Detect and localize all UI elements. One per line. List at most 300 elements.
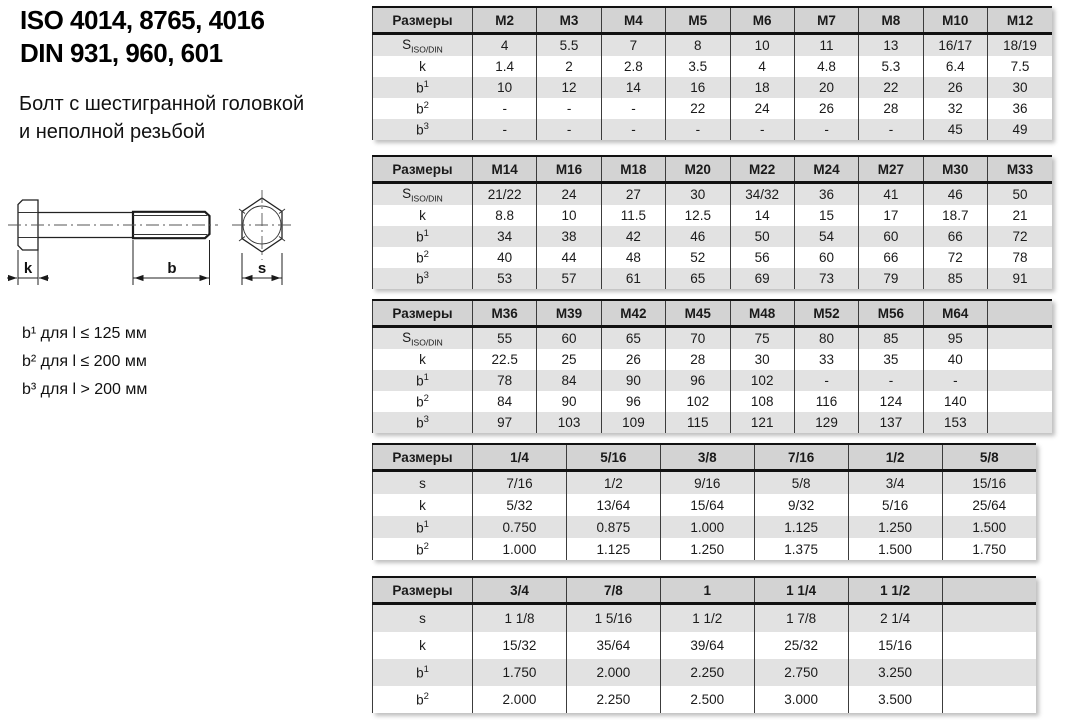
value-cell: 53 bbox=[473, 268, 537, 289]
value-cell: 45 bbox=[923, 119, 987, 140]
table-row bbox=[373, 412, 1053, 433]
table-m2-m12 bbox=[372, 6, 1052, 140]
value-cell: 96 bbox=[601, 391, 665, 412]
value-cell: 8 bbox=[666, 34, 730, 57]
column-header: 1 1/4 bbox=[754, 577, 848, 604]
value-cell: 42 bbox=[601, 226, 665, 247]
value-cell: 25 bbox=[537, 349, 601, 370]
value-cell: 2.8 bbox=[601, 56, 665, 77]
value-cell: 36 bbox=[794, 183, 858, 206]
value-cell: 12 bbox=[537, 77, 601, 98]
value-cell: 55 bbox=[473, 327, 537, 350]
value-cell: 91 bbox=[988, 268, 1053, 289]
value-cell: 36 bbox=[988, 98, 1053, 119]
value-cell: 85 bbox=[859, 327, 923, 350]
table-row bbox=[373, 247, 1053, 268]
column-header-empty bbox=[988, 300, 1053, 327]
value-cell: 48 bbox=[601, 247, 665, 268]
value-cell: - bbox=[923, 370, 987, 391]
value-cell: 5.3 bbox=[859, 56, 923, 77]
value-cell: 116 bbox=[794, 391, 858, 412]
value-cell: 30 bbox=[988, 77, 1053, 98]
row-label: k bbox=[419, 59, 426, 74]
column-header: 1 bbox=[660, 577, 754, 604]
value-cell: 46 bbox=[923, 183, 987, 206]
table-row bbox=[373, 471, 1037, 495]
column-header: 5/8 bbox=[942, 444, 1036, 471]
value-cell-empty bbox=[988, 412, 1053, 433]
page-subtitle bbox=[19, 90, 304, 146]
value-cell: 3.250 bbox=[848, 659, 942, 686]
table-row bbox=[373, 98, 1053, 119]
value-cell: 72 bbox=[988, 226, 1053, 247]
row-label: $b^2$ bbox=[416, 540, 429, 558]
table-row bbox=[373, 659, 1037, 686]
value-cell: 38 bbox=[537, 226, 601, 247]
column-header: M24 bbox=[794, 156, 858, 183]
value-cell: 1.500 bbox=[848, 538, 942, 560]
row-label: k bbox=[419, 638, 426, 653]
header-label: Размеры bbox=[373, 444, 473, 471]
subtitle-line-1: Болт с шестигранной головкой bbox=[19, 93, 305, 115]
page-title bbox=[20, 4, 264, 70]
column-header: M20 bbox=[666, 156, 730, 183]
table-row bbox=[373, 34, 1053, 57]
value-cell: 2.000 bbox=[473, 686, 567, 713]
dimensions-table-metric-m36-m64 bbox=[372, 299, 1052, 433]
column-header: M7 bbox=[794, 7, 858, 34]
row-label: $b^1$ bbox=[416, 518, 429, 536]
value-cell: 1.250 bbox=[848, 516, 942, 538]
value-cell-empty bbox=[988, 370, 1053, 391]
value-cell: - bbox=[473, 119, 537, 140]
column-header: M30 bbox=[923, 156, 987, 183]
value-cell: 65 bbox=[666, 268, 730, 289]
value-cell: 153 bbox=[923, 412, 987, 433]
value-cell: 60 bbox=[537, 327, 601, 350]
value-cell: 5/32 bbox=[473, 494, 567, 516]
value-cell: 5/8 bbox=[754, 471, 848, 495]
value-cell: 84 bbox=[473, 391, 537, 412]
dimensions-table-metric-m2-m12 bbox=[372, 6, 1052, 140]
table-row bbox=[373, 516, 1037, 538]
value-cell: 24 bbox=[730, 98, 794, 119]
value-cell: 90 bbox=[537, 391, 601, 412]
value-cell: 15 bbox=[794, 205, 858, 226]
k-dimension-label: k bbox=[23, 260, 33, 277]
header-row bbox=[373, 444, 1037, 471]
row-label: k bbox=[419, 497, 426, 513]
column-header: M39 bbox=[537, 300, 601, 327]
value-cell: 57 bbox=[537, 268, 601, 289]
value-cell: 1.000 bbox=[660, 516, 754, 538]
value-cell: 1 1/8 bbox=[473, 604, 567, 633]
table-row bbox=[373, 349, 1053, 370]
b-dimension-label: b bbox=[167, 260, 177, 277]
value-cell: 2.250 bbox=[660, 659, 754, 686]
value-cell: 3.5 bbox=[666, 56, 730, 77]
value-cell: 17 bbox=[859, 205, 923, 226]
value-cell: 28 bbox=[666, 349, 730, 370]
header-row bbox=[373, 577, 1037, 604]
table-row bbox=[373, 686, 1037, 713]
value-cell: 0.875 bbox=[566, 516, 660, 538]
value-cell: 1.000 bbox=[473, 538, 567, 560]
value-cell-empty bbox=[942, 632, 1036, 659]
value-cell: 2.500 bbox=[660, 686, 754, 713]
table-row bbox=[373, 370, 1053, 391]
row-label: $b^2$ bbox=[416, 100, 429, 117]
value-cell: 115 bbox=[666, 412, 730, 433]
column-header: M14 bbox=[473, 156, 537, 183]
dimension-k bbox=[7, 250, 49, 285]
column-header: M4 bbox=[601, 7, 665, 34]
value-cell: 39/64 bbox=[660, 632, 754, 659]
column-header: M12 bbox=[988, 7, 1053, 34]
bolt-head-end-view bbox=[232, 190, 292, 260]
row-label: $S_{ISO/DIN}$ bbox=[402, 185, 443, 204]
row-label: $b^2$ bbox=[416, 691, 429, 708]
value-cell: 49 bbox=[988, 119, 1053, 140]
column-header: M33 bbox=[988, 156, 1053, 183]
value-cell: 96 bbox=[666, 370, 730, 391]
column-header: M22 bbox=[730, 156, 794, 183]
value-cell: 22.5 bbox=[473, 349, 537, 370]
value-cell: 70 bbox=[666, 327, 730, 350]
value-cell: 40 bbox=[923, 349, 987, 370]
value-cell: 6.4 bbox=[923, 56, 987, 77]
note-b2: b² для l ≤ 200 мм bbox=[22, 353, 147, 370]
value-cell: 46 bbox=[666, 226, 730, 247]
value-cell: 1 7/8 bbox=[754, 604, 848, 633]
subtitle-line-2: и неполной резьбой bbox=[19, 121, 206, 143]
value-cell: 9/16 bbox=[660, 471, 754, 495]
dimensions-table-metric-m14-m33 bbox=[372, 155, 1052, 289]
table-row bbox=[373, 538, 1037, 560]
s-dimension-label: s bbox=[257, 260, 267, 277]
value-cell: 79 bbox=[859, 268, 923, 289]
value-cell: 75 bbox=[730, 327, 794, 350]
header-row bbox=[373, 7, 1053, 34]
value-cell: 18.7 bbox=[923, 205, 987, 226]
row-label: $S_{ISO/DIN}$ bbox=[402, 329, 443, 348]
value-cell: 1.250 bbox=[660, 538, 754, 560]
row-label: s bbox=[419, 475, 426, 491]
value-cell: 0.750 bbox=[473, 516, 567, 538]
value-cell: 80 bbox=[794, 327, 858, 350]
column-header: M52 bbox=[794, 300, 858, 327]
value-cell: 50 bbox=[730, 226, 794, 247]
value-cell: 3.000 bbox=[754, 686, 848, 713]
value-cell: 1/2 bbox=[566, 471, 660, 495]
header-label: Размеры bbox=[373, 7, 473, 34]
value-cell: - bbox=[666, 119, 730, 140]
row-label: $b^3$ bbox=[416, 121, 429, 138]
value-cell: 41 bbox=[859, 183, 923, 206]
value-cell: 21/22 bbox=[473, 183, 537, 206]
value-cell: 9/32 bbox=[754, 494, 848, 516]
value-cell: 25/32 bbox=[754, 632, 848, 659]
value-cell: - bbox=[794, 119, 858, 140]
row-label: $b^1$ bbox=[416, 372, 429, 389]
column-header: M64 bbox=[923, 300, 987, 327]
value-cell: 56 bbox=[730, 247, 794, 268]
value-cell: 97 bbox=[473, 412, 537, 433]
value-cell: 1 5/16 bbox=[566, 604, 660, 633]
value-cell: 4.8 bbox=[794, 56, 858, 77]
table-row bbox=[373, 391, 1053, 412]
value-cell: 26 bbox=[601, 349, 665, 370]
value-cell: 1.375 bbox=[754, 538, 848, 560]
column-header: M18 bbox=[601, 156, 665, 183]
value-cell: - bbox=[537, 119, 601, 140]
value-cell: 50 bbox=[988, 183, 1053, 206]
value-cell: 1.125 bbox=[566, 538, 660, 560]
value-cell: 25/64 bbox=[942, 494, 1036, 516]
value-cell: - bbox=[859, 370, 923, 391]
header-label: Размеры bbox=[373, 577, 473, 604]
table-m36-m64 bbox=[372, 299, 1052, 433]
value-cell: 5.5 bbox=[537, 34, 601, 57]
value-cell: - bbox=[473, 98, 537, 119]
value-cell: - bbox=[601, 98, 665, 119]
table-inch-large bbox=[372, 576, 1036, 713]
column-header: 3/8 bbox=[660, 444, 754, 471]
row-label: $b^1$ bbox=[416, 79, 429, 96]
dimension-b bbox=[133, 240, 210, 285]
value-cell: 129 bbox=[794, 412, 858, 433]
value-cell: 66 bbox=[923, 226, 987, 247]
value-cell: 52 bbox=[666, 247, 730, 268]
column-header: 3/4 bbox=[473, 577, 567, 604]
value-cell: 61 bbox=[601, 268, 665, 289]
header-label: Размеры bbox=[373, 300, 473, 327]
value-cell-empty bbox=[988, 327, 1053, 350]
column-header: M56 bbox=[859, 300, 923, 327]
table-row bbox=[373, 327, 1053, 350]
value-cell: 30 bbox=[666, 183, 730, 206]
column-header: M45 bbox=[666, 300, 730, 327]
bolt-drawing bbox=[5, 183, 315, 313]
value-cell: 1.4 bbox=[473, 56, 537, 77]
value-cell: 24 bbox=[537, 183, 601, 206]
value-cell: 7.5 bbox=[988, 56, 1053, 77]
value-cell: 65 bbox=[601, 327, 665, 350]
value-cell: 73 bbox=[794, 268, 858, 289]
value-cell: 1.750 bbox=[942, 538, 1036, 560]
value-cell: 60 bbox=[794, 247, 858, 268]
value-cell: 21 bbox=[988, 205, 1053, 226]
value-cell: 3/4 bbox=[848, 471, 942, 495]
column-header: M16 bbox=[537, 156, 601, 183]
column-header: M2 bbox=[473, 7, 537, 34]
value-cell: 22 bbox=[859, 77, 923, 98]
value-cell: 7 bbox=[601, 34, 665, 57]
value-cell: 10 bbox=[730, 34, 794, 57]
table-row bbox=[373, 632, 1037, 659]
value-cell: 137 bbox=[859, 412, 923, 433]
value-cell: 15/16 bbox=[848, 632, 942, 659]
value-cell: 40 bbox=[473, 247, 537, 268]
title-line-1: ISO 4014, 8765, 4016 bbox=[20, 5, 265, 35]
value-cell: 35/64 bbox=[566, 632, 660, 659]
row-label: $b^2$ bbox=[416, 393, 429, 410]
dimensions-table-imperial-threequarters-to-oneandhalf bbox=[372, 576, 1036, 713]
value-cell: 27 bbox=[601, 183, 665, 206]
value-cell: 11.5 bbox=[601, 205, 665, 226]
value-cell: 1 1/2 bbox=[660, 604, 754, 633]
value-cell: 11 bbox=[794, 34, 858, 57]
value-cell: 22 bbox=[666, 98, 730, 119]
table-row bbox=[373, 56, 1053, 77]
column-header: 1 1/2 bbox=[848, 577, 942, 604]
value-cell: 1.750 bbox=[473, 659, 567, 686]
value-cell: 10 bbox=[473, 77, 537, 98]
value-cell: 34/32 bbox=[730, 183, 794, 206]
header-row bbox=[373, 156, 1053, 183]
row-label: s bbox=[419, 611, 426, 626]
value-cell: 103 bbox=[537, 412, 601, 433]
column-header: 1/2 bbox=[848, 444, 942, 471]
table-row bbox=[373, 268, 1053, 289]
table-row bbox=[373, 226, 1053, 247]
value-cell: 2 1/4 bbox=[848, 604, 942, 633]
table-row bbox=[373, 494, 1037, 516]
value-cell: 2 bbox=[537, 56, 601, 77]
value-cell: 28 bbox=[859, 98, 923, 119]
value-cell: 1.500 bbox=[942, 516, 1036, 538]
value-cell: 15/16 bbox=[942, 471, 1036, 495]
column-header: M48 bbox=[730, 300, 794, 327]
value-cell: 85 bbox=[923, 268, 987, 289]
value-cell: 140 bbox=[923, 391, 987, 412]
value-cell: 60 bbox=[859, 226, 923, 247]
row-label: $S_{ISO/DIN}$ bbox=[402, 36, 443, 55]
value-cell: 108 bbox=[730, 391, 794, 412]
value-cell: 3.500 bbox=[848, 686, 942, 713]
value-cell: 26 bbox=[923, 77, 987, 98]
value-cell-empty bbox=[942, 604, 1036, 633]
table-row bbox=[373, 604, 1037, 633]
column-header-empty bbox=[942, 577, 1036, 604]
value-cell: 4 bbox=[730, 56, 794, 77]
table-row bbox=[373, 183, 1053, 206]
value-cell: 16 bbox=[666, 77, 730, 98]
value-cell: - bbox=[537, 98, 601, 119]
value-cell: 18/19 bbox=[988, 34, 1053, 57]
value-cell: 84 bbox=[537, 370, 601, 391]
value-cell: 14 bbox=[601, 77, 665, 98]
note-b1: b¹ для l ≤ 125 мм bbox=[22, 325, 147, 342]
table-row bbox=[373, 77, 1053, 98]
value-cell: 15/32 bbox=[473, 632, 567, 659]
value-cell: - bbox=[859, 119, 923, 140]
dimensions-table-imperial-quarter-to-fiveeighths bbox=[372, 443, 1036, 560]
value-cell: 13/64 bbox=[566, 494, 660, 516]
column-header: M27 bbox=[859, 156, 923, 183]
value-cell: 90 bbox=[601, 370, 665, 391]
row-label: $b^2$ bbox=[416, 249, 429, 266]
value-cell: 121 bbox=[730, 412, 794, 433]
value-cell: 102 bbox=[666, 391, 730, 412]
row-label: k bbox=[419, 208, 426, 223]
row-label: $b^1$ bbox=[416, 228, 429, 245]
value-cell: 44 bbox=[537, 247, 601, 268]
value-cell: 69 bbox=[730, 268, 794, 289]
value-cell: 34 bbox=[473, 226, 537, 247]
value-cell: 2.750 bbox=[754, 659, 848, 686]
title-line-2: DIN 931, 960, 601 bbox=[20, 38, 223, 68]
value-cell: 10 bbox=[537, 205, 601, 226]
value-cell: 66 bbox=[859, 247, 923, 268]
row-label: $b^3$ bbox=[416, 414, 429, 431]
value-cell: 124 bbox=[859, 391, 923, 412]
column-header: M42 bbox=[601, 300, 665, 327]
thread-length-notes bbox=[22, 320, 147, 404]
row-label: k bbox=[419, 352, 426, 367]
value-cell: 54 bbox=[794, 226, 858, 247]
value-cell: 78 bbox=[988, 247, 1053, 268]
value-cell-empty bbox=[942, 659, 1036, 686]
value-cell: 13 bbox=[859, 34, 923, 57]
column-header: 1/4 bbox=[473, 444, 567, 471]
header-row bbox=[373, 300, 1053, 327]
table-row bbox=[373, 205, 1053, 226]
value-cell: 33 bbox=[794, 349, 858, 370]
value-cell: - bbox=[794, 370, 858, 391]
value-cell: 72 bbox=[923, 247, 987, 268]
column-header: 7/8 bbox=[566, 577, 660, 604]
column-header: M5 bbox=[666, 7, 730, 34]
value-cell: 5/16 bbox=[848, 494, 942, 516]
value-cell-empty bbox=[988, 349, 1053, 370]
value-cell: 2.250 bbox=[566, 686, 660, 713]
column-header: 7/16 bbox=[754, 444, 848, 471]
value-cell: - bbox=[730, 119, 794, 140]
value-cell-empty bbox=[942, 686, 1036, 713]
column-header: M3 bbox=[537, 7, 601, 34]
table-row bbox=[373, 119, 1053, 140]
row-label: $b^3$ bbox=[416, 270, 429, 287]
value-cell: 7/16 bbox=[473, 471, 567, 495]
value-cell: 20 bbox=[794, 77, 858, 98]
value-cell-empty bbox=[988, 391, 1053, 412]
value-cell: 30 bbox=[730, 349, 794, 370]
column-header: M10 bbox=[923, 7, 987, 34]
column-header: M6 bbox=[730, 7, 794, 34]
value-cell: 78 bbox=[473, 370, 537, 391]
value-cell: 14 bbox=[730, 205, 794, 226]
table-m14-m33 bbox=[372, 155, 1052, 289]
column-header: M36 bbox=[473, 300, 537, 327]
value-cell: 18 bbox=[730, 77, 794, 98]
value-cell: 102 bbox=[730, 370, 794, 391]
value-cell: 109 bbox=[601, 412, 665, 433]
header-label: Размеры bbox=[373, 156, 473, 183]
row-label: $b^1$ bbox=[416, 664, 429, 681]
value-cell: 4 bbox=[473, 34, 537, 57]
note-b3: b³ для l > 200 мм bbox=[22, 381, 148, 398]
value-cell: 26 bbox=[794, 98, 858, 119]
value-cell: - bbox=[601, 119, 665, 140]
column-header: M8 bbox=[859, 7, 923, 34]
value-cell: 16/17 bbox=[923, 34, 987, 57]
value-cell: 12.5 bbox=[666, 205, 730, 226]
column-header: 5/16 bbox=[566, 444, 660, 471]
value-cell: 15/64 bbox=[660, 494, 754, 516]
value-cell: 95 bbox=[923, 327, 987, 350]
dimension-s bbox=[242, 253, 282, 285]
